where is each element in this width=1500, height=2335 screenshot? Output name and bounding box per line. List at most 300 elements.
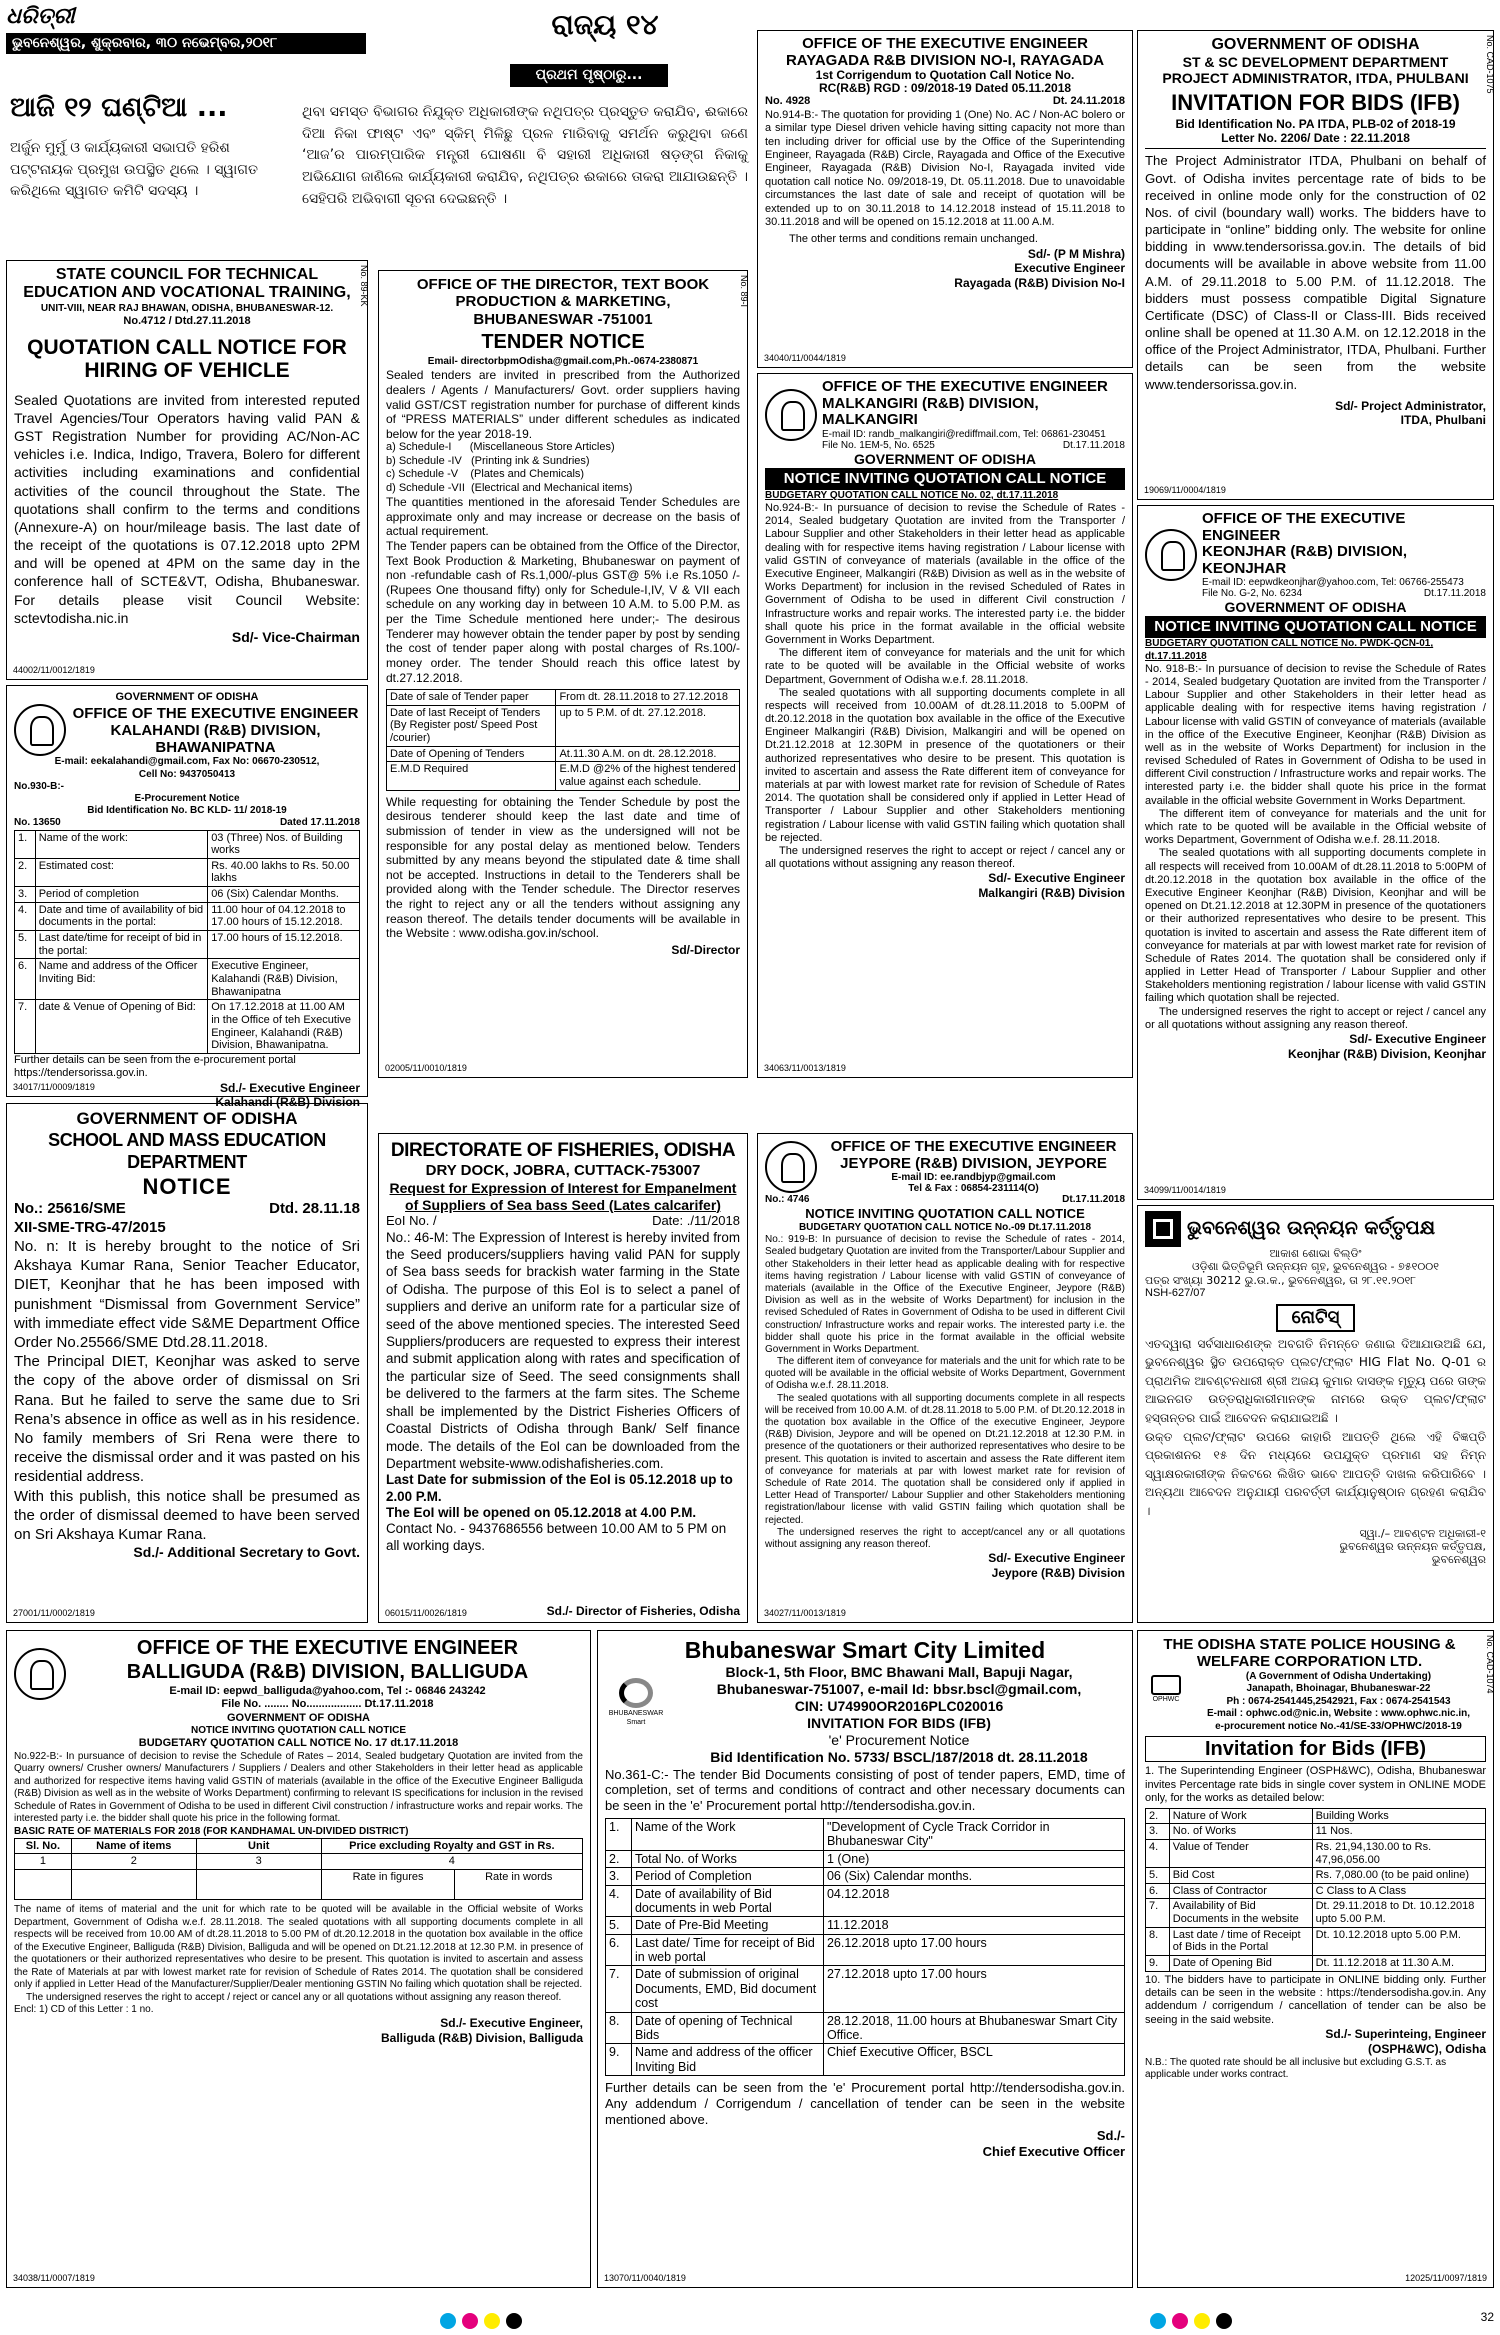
front-page-tag: ପ୍ରଥମ ପୃଷ୍ଠାରୁ... (510, 64, 668, 87)
table-cell: 26.12.2018 upto 17.00 hours (823, 1934, 1124, 1966)
table-cell: "Development of Cycle Track Corridor in Bhubaneswar City" (823, 1819, 1124, 1851)
odisha-emblem-icon (765, 1141, 817, 1193)
table-cell: 06 (Six) Calendar months. (823, 1868, 1124, 1885)
balliguda-table (14, 1838, 583, 1900)
table-cell: Chief Executive Officer, BSCL (823, 2044, 1124, 2076)
table-row (15, 902, 360, 930)
malkangiri-date: Dt.17.11.2018 (1062, 439, 1125, 451)
table-row (606, 1868, 1125, 1885)
phulbani-h1: GOVERNMENT OF ODISHA (1211, 36, 1420, 53)
table-cell: 1 (One) (823, 1850, 1124, 1867)
textbook-s3: c) Schedule -V (Plates and Chemicals) (386, 468, 585, 481)
fisheries-code: 06015/11/0026/1819 (385, 1608, 467, 1619)
table-row (15, 959, 360, 1000)
section-title: ରାଜ୍ୟ ୧୪ (551, 8, 659, 41)
rayagada-h3: 1st Corrigendum to Quotation Call Notice No. (815, 68, 1075, 82)
malkangiri-p2: The different item of conveyance for materials and the unit for which rate to be quoted will be available in the Official website of works Department, Government of Odisha w.e.f. 28.11.2018. (765, 647, 1125, 686)
table-row (606, 1934, 1125, 1966)
sme-h1: GOVERNMENT OF ODISHA (76, 1109, 298, 1128)
table-cell: Date of submission of original Documents, EMD, Bid document cost (631, 1966, 823, 2012)
phulbani-h3: PROJECT ADMINISTRATOR, ITDA, PHULBANI (1162, 70, 1469, 87)
keonjhar-bar: NOTICE INVITING QUOTATION CALL NOTICE (1145, 616, 1486, 638)
table-cell (196, 1870, 321, 1900)
table-cell: No. of Works (1169, 1824, 1312, 1840)
swatch-mark (1194, 2313, 1210, 2329)
police-table (1145, 1808, 1486, 1972)
kalahandi-gov: GOVERNMENT OF ODISHA (115, 691, 259, 703)
balliguda-p2: The name of items of material and the unit for which rate to be quoted will be available in the Official website of Works Department, Government of Odisha w.e.f. 28.11.2018. The sealed quotations with all supporting documents complete in all respects will be received from 10.00 AM of dt.28.11.2018 to 5.00 PM of dt.20.12.2018 in the quotation box available in the office of the Executive Engineer, Balliguda (R&B) Division, Balliguda and will be opened on Dt.21.12.2018 at 12.30 P.M. in presence of the quotationers or their authorized representatives who desire to be present. This quotation is invited to ascertain and assess the Rate of Materials at par with lowest market rate for revision of Schedule of Rates 2014. The quotation shall be considered only if applied in Letter Head of the Manufacturer/Supplier/Dealer mentioning GSTIN No failing which quotation shall be rejected. (14, 1904, 583, 1991)
smartcity-h6: 'e' Procurement Notice (828, 1732, 970, 1749)
police-h4: Ph : 0674-2541445,2542921, Fax : 0674-2541543 (1226, 1695, 1451, 1707)
balliguda-notice (6, 1630, 591, 2288)
table-cell: Bid Cost (1169, 1868, 1312, 1884)
table-cell: 2 (71, 1854, 196, 1870)
table-cell: 17.00 hours of 15.12.2018. (208, 931, 360, 959)
smartcity-h7: Bid Identification No. 5733/ BSCL/187/2018 dt. 28.11.2018 (710, 1749, 1088, 1766)
table-cell: 6. (15, 959, 36, 1000)
textbook-email: Email- directorbpmOdisha@gmail.com,Ph.-0674-2380871 (427, 356, 699, 368)
table-header: Sl. No. (15, 1838, 72, 1854)
table-cell: 4. (15, 902, 36, 930)
table-cell: Date and time of availability of bid documents in the portal: (35, 902, 208, 930)
textbook-side: No. 89-I (739, 275, 749, 308)
table-row (15, 1870, 583, 1900)
textbook-p2: The quantities mentioned in the aforesaid Tender Schedules are approximate only and may increase or decrease on the basis of actual requirement. (386, 495, 740, 539)
sme-p1: No. n: It is hereby brought to the notice of Sri Akshaya Kumar Rana, Senior Teacher Educator, DIET, Keonjhar that he has been imposed with punishment “Dismissal from Government Service” with immediate effect vide S&ME Department Office Order No.25566/SME Dtd.28.11.2018. (14, 1238, 360, 1351)
balliguda-h2: BALLIGUDA (R&B) DIVISION, BALLIGUDA (126, 1661, 529, 1684)
scte-side: No. 89-KK (359, 265, 369, 307)
phulbani-notice (1137, 30, 1494, 500)
table-cell: Rate in words (455, 1870, 583, 1900)
jeypore-p2: The different item of conveyance for materials and the unit for which rate to be quoted will be available in the official website of Works Department, Government of Odisha w.e.f. 28.11.2018. (765, 1356, 1125, 1392)
kalahandi-sig2: Kalahandi (R&B) Division (215, 1095, 360, 1110)
swatch-mark (506, 2313, 522, 2329)
odisha-emblem-icon (14, 1648, 66, 1700)
kalahandi-sig1: Sd./- Executive Engineer (219, 1080, 360, 1095)
fisheries-p2: Last Date for submission of the EoI is 05.12.2018 up to 2.00 P.M. (386, 1472, 733, 1504)
table-cell: Executive Engineer, Kalahandi (R&B) Division, Bhawanipatna (208, 959, 360, 1000)
table-cell: 4. (1146, 1839, 1170, 1867)
table-row (387, 690, 740, 706)
sme-p3: With this publish, this notice shall be presumed as the order of dismissal deemed to have been served on Sri Akshaya Kumar Rana. (14, 1487, 360, 1543)
swatch-mark (440, 2313, 456, 2329)
swatch-mark (462, 2313, 478, 2329)
table-cell: Availability of Bid Documents in the website (1169, 1899, 1312, 1927)
sme-notice (6, 1103, 368, 1623)
rayagada-h2: RAYAGADA R&B DIVISION NO-I, RAYAGADA (785, 51, 1105, 69)
phulbani-code: 19069/11/0004/1819 (1144, 485, 1226, 496)
keonjhar-gov: GOVERNMENT OF ODISHA (1224, 599, 1407, 615)
table-cell: Dt. 10.12.2018 upto 5.00 P.M. (1312, 1927, 1485, 1955)
smartcity-p2: Further details can be seen from the 'e' Procurement portal http://tendersodisha.gov.in. Any addendum / Corrigendum / cancellation of tender can be seen in the website mentioned above. (605, 2080, 1125, 2127)
fisheries-h3: Request for Expression of Interest for Empanelment of Suppliers of Sea bass Seed (Lates calcarifer) (389, 1180, 737, 1213)
police-h6: e-procurement notice No.-41/SE-33/OPHWC/2018-19 (1215, 1720, 1462, 1732)
table-cell: 3. (606, 1868, 632, 1885)
table-row (606, 2044, 1125, 2076)
phulbani-side: No. CAD-1075 (1485, 35, 1495, 94)
table-cell: 04.12.2018 (823, 1885, 1124, 1917)
table-cell: From dt. 28.11.2018 to 27.12.2018 (556, 690, 740, 706)
table-cell: 11 Nos. (1312, 1824, 1485, 1840)
jeypore-code: 34027/11/0013/1819 (764, 1608, 846, 1619)
keonjhar-p3: The sealed quotations with all supporting documents complete in all respects will received from 10.00AM of dt.28.11.2018 to 5:00PM of dt.20.12.2018 in the quotation box available in the office of the Executive Engineer Keonjhar (R&B) Division, Keonjhar and will be opened on Dt.21.12.2018 at 12.30PM in presence of the quotationers or their authorized representatives who desire to be present. This quotation is invited to ascertain and assess the Rate different item of conveyance for materials at par with lowest market rate for revision of Schedule of Rates 2014. The quotation shall be considered only if applied in Letter Head of Transporter / Labour Supplier and other Stakeholders mentioning registration / labour license with valid GSTIN failing which quotation shall be rejected. (1145, 847, 1486, 1005)
table-cell: Class of Contractor (1169, 1883, 1312, 1899)
sme-h3: NOTICE (142, 1173, 232, 1199)
scte-code: 44002/11/0012/1819 (13, 665, 95, 676)
table-cell: 3. (15, 887, 36, 903)
police-logo (1145, 1675, 1187, 1705)
table-cell: Date of Opening Bid (1169, 1956, 1312, 1972)
table-cell: 8. (1146, 1927, 1170, 1955)
phulbani-h5: Bid Identification No. PA ITDA, PLB-02 of 2018-19 (1175, 116, 1456, 131)
table-cell: 1. (15, 830, 36, 858)
fisheries-sig: Sd./- Director of Fisheries, Odisha (546, 1604, 740, 1619)
table-cell: 7. (15, 1000, 36, 1054)
table-cell: Date of Pre-Bid Meeting (631, 1917, 823, 1934)
malkangiri-notice (757, 373, 1133, 1078)
balliguda-t1: NOTICE INVITING QUOTATION CALL NOTICE (191, 1725, 406, 1736)
table-cell: Period of completion (35, 887, 208, 903)
police-h5: E-mail : ophwc.od@nic.in, Website : www.ophwc.nic.in, (1206, 1708, 1471, 1719)
table-row (1146, 1899, 1486, 1927)
malkangiri-p1: No.924-B:- In pursuance of decision to revise the Schedule of Rates - 2014, Sealed budgetary Quotation are invited from the Transporter / Labour Supplier and other Stakeholders in their letter head as applicable dealing with for respective items having registration / Labour license with valid GSTIN of conveyance of materials (available in the office of the Executive Engineer, Malkangiri (R&B) Division as well as in the website of Works Department) for inclusion in the revised Scheduled of Rates in Government of Odisha to be used in different Civil construction / Infrastructure works and repair works. The interested party i.e. the bidder shall quote his price in the format available in the official website Government in Works Department. (765, 502, 1125, 646)
fisheries-h2: DRY DOCK, JOBRA, CUTTACK-753007 (425, 1162, 701, 1180)
balliguda-code: 34038/11/0007/1819 (13, 2273, 95, 2284)
keonjhar-h2: KEONJHAR (R&B) DIVISION, KEONJHAR (1202, 543, 1408, 577)
table-cell: Dt. 29.11.2018 to Dt. 10.12.2018 upto 5.00 P.M. (1312, 1899, 1485, 1927)
table-cell: Total No. of Works (631, 1850, 823, 1867)
police-nb: N.B.: The quoted rate should be all inclusive but excluding G.S.T. as applicable under works contract. (1145, 2056, 1447, 2080)
jeypore-h1: OFFICE OF THE EXECUTIVE ENGINEER (830, 1138, 1117, 1155)
table-cell: 28.12.2018, 11.00 hours at Bhubaneswar Smart City Office. (823, 2012, 1124, 2044)
bda-notice (1137, 1205, 1494, 1623)
table-cell: Period of Completion (631, 1868, 823, 1885)
swatch-mark (1172, 2313, 1188, 2329)
table-cell: 7. (1146, 1899, 1170, 1927)
odisha-emblem-icon (14, 704, 66, 756)
kalahandi-h1: OFFICE OF THE EXECUTIVE ENGINEER KALAHANDI (R&B) DIVISION, BHAWANIPATNA (72, 704, 359, 757)
malkangiri-gov: GOVERNMENT OF ODISHA (853, 450, 1036, 467)
keonjhar-email: E-mail ID: eepwdkeonjhar@yahoo.com, Tel: 06766-255473 (1202, 577, 1464, 588)
table-cell: Date of availability of Bid documents in web Portal (631, 1885, 823, 1917)
keonjhar-sub: BUDGETARY QUOTATION CALL NOTICE No. PWDK-QCN-01, dt.17.11.2018 (1145, 638, 1434, 662)
table-row (387, 705, 740, 746)
table-cell: 2. (606, 1850, 632, 1867)
rayagada-code: 34040/11/0044/1819 (764, 353, 846, 364)
rayagada-date: Dt. 24.11.2018 (1052, 95, 1125, 108)
keonjhar-file: File No. G-2, No. 6234 (1202, 588, 1303, 599)
table-cell: 4 (321, 1854, 582, 1870)
table-cell: Last date/time for receipt of bid in the portal: (35, 931, 208, 959)
table-row (606, 1966, 1125, 2012)
table-cell: 9. (1146, 1956, 1170, 1972)
malkangiri-bar: NOTICE INVITING QUOTATION CALL NOTICE (765, 468, 1125, 490)
table-cell: Last date / time of Receipt of Bids in the Portal (1169, 1927, 1312, 1955)
textbook-s4: d) Schedule -VII (Electrical and Mechanical items) (386, 481, 633, 494)
jeypore-tel: Tel & Fax : 06854-231114(O) (908, 1183, 1039, 1194)
jeypore-p1: No.: 919-B: In pursuance of decision to revise the Schedule of rates - 2014, Sealed budgetary Quotation are invited from the Transporter/Labour Supplier and other Stakeholders in their letter head as applicable dealing with for respective items having registration / Labour license with valid GSTIN of conveyance of materials (available in the Office of the Executive Engineer, Jeypore (R&B) Division as well as in the website of Works Department) for inclusion in the revised Scheduled of Rates in Government of Odisha to be used in different Civil construction/ Infrastructure works and repair works. The interested party i.e. the bidder shall quote his price in the format available in the official website Government in Works Department. (765, 1234, 1125, 1355)
phulbani-sig1: Sd/- Project Administrator, (1335, 398, 1486, 413)
bda-sig1: ସ୍ୱା./– ଆବଣ୍ଟନ ଅଧିକାରୀ-୧ (1359, 1526, 1486, 1540)
jeypore-no: No.: 4746 (765, 1194, 810, 1205)
malkangiri-code: 34063/11/0013/1819 (764, 1063, 846, 1074)
textbook-p1: Sealed tenders are invited in prescribed from the Authorized dealers / Agents / Manufacturers/ Govt. order suppliers having valid GST/CST registration number for purchase of different kinds of “PRESS MATERIALS” under different schedules as indicated below for the year 2018-19. (386, 368, 740, 441)
phulbani-h4: INVITATION FOR BIDS (IFB) (1171, 89, 1460, 115)
police-logo-icon (1151, 1675, 1181, 1695)
table-cell: Date of opening of Technical Bids (631, 2012, 823, 2044)
smartcity-h5: INVITATION FOR BIDS (IFB) (807, 1715, 991, 1732)
malkangiri-email: E-mail ID: randb_malkangiri@rediffmail.com, Tel: 06861-230451 (822, 428, 1106, 440)
table-cell: 4. (606, 1885, 632, 1917)
jeypore-title: NOTICE INVITING QUOTATION CALL NOTICE (805, 1206, 1085, 1222)
table-cell: Last date/ Time for receipt of Bid in web portal (631, 1934, 823, 1966)
balliguda-t3: BASIC RATE OF MATERIALS FOR 2018 (FOR KANDHAMAL UN-DIVIDED DISTRICT) (14, 1825, 409, 1837)
smartcity-table (605, 1818, 1125, 2076)
textbook-s1: a) Schedule-I (Miscellaneous Store Articles) (386, 441, 615, 454)
balliguda-gov: GOVERNMENT OF ODISHA (226, 1711, 370, 1724)
table-cell (71, 1870, 196, 1900)
table-cell: Value of Tender (1169, 1839, 1312, 1867)
table-cell: Name and address of the Officer Inviting Bid: (35, 959, 208, 1000)
table-row (1146, 1956, 1486, 1972)
smartcity-logo-text: BHUBANESWAR Smart (608, 1710, 664, 1726)
smartcity-sig2: Chief Executive Officer (982, 2143, 1125, 2159)
balliguda-h1: OFFICE OF THE EXECUTIVE ENGINEER (136, 1637, 519, 1659)
jeypore-notice (757, 1133, 1133, 1623)
smartcity-notice (597, 1630, 1133, 2288)
table-cell: Rs. 40.00 lakhs to Rs. 50.00 lakhs (208, 858, 360, 886)
table-row (387, 762, 740, 790)
scte-sig: Sd/- Vice-Chairman (231, 629, 360, 645)
swatch-mark (484, 2313, 500, 2329)
textbook-title: TENDER NOTICE (481, 330, 645, 353)
textbook-h1: OFFICE OF THE DIRECTOR, TEXT BOOK PRODUCTION & MARKETING, BHUBANESWAR -751001 (416, 276, 710, 328)
sme-p2: The Principal DIET, Keonjhar was asked to serve the copy of the above order of dismissal on Sri Rana. But he failed to serve the same due to Sri Rena’s absence in office as well as in his residence. No family members of Sri Rena were there to receive the dismissal order and it was pasted on his residential address. (14, 1353, 360, 1486)
smartcity-logo-icon (619, 1678, 653, 1708)
table-row (15, 1838, 583, 1854)
table-cell: 11.00 hour of 04.12.2018 to 17.00 hours of 15.12.2018. (208, 902, 360, 930)
phulbani-h6: Letter No. 2206/ Date : 22.11.2018 (1221, 130, 1410, 145)
rayagada-notice (757, 30, 1133, 368)
rayagada-h4: RC(R&B) RGD : 09/2018-19 Dated 05.11.2018 (818, 81, 1072, 96)
table-row (1146, 1927, 1486, 1955)
table-cell: 6. (606, 1934, 632, 1966)
kalahandi-foot: Further details can be seen from the e-procurement portal https://tendersorissa.gov.in. (14, 1053, 296, 1080)
sme-no: No.: 25616/SME (14, 1200, 126, 1218)
malkangiri-p3: The sealed quotations with all supporting documents complete in all respects will received from 10.00AM of dt.28.11.2018 to 5.00PM of dt.20.12.2018 in the quotation box available in the office of the Executive Engineer Malkangiri (R&B) Division, Malkangiri and will be opened on Dt.21.12.2018 at 12.30PM in presence of the quotationers or their authorized representatives who desire to be present. This quotation is invited to ascertain and assess the Rate different item of conveyance for materials at par with lowest market rate for revision of Schedule of Rates 2014. The quotation shall be considered only if applied in Letter Head of Transporter / Labour Supplier and other Stakeholders mentioning registration / Labour license with valid GSTIN failing which quotation shall be rejected. (765, 686, 1125, 844)
jeypore-sig1: Sd/- Executive Engineer (988, 1551, 1125, 1566)
jeypore-h2: JEYPORE (R&B) DIVISION, JEYPORE (840, 1154, 1107, 1172)
police-h2: (A Government of Odisha Undertaking) (1245, 1670, 1432, 1682)
table-row (606, 2012, 1125, 2044)
balliguda-sig2: Balliguda (R&B) Division, Balliguda (380, 2030, 583, 2045)
rayagada-no: No. 4928 (765, 95, 811, 108)
table-cell: At.11.30 A.M. on dt. 28.12.2018. (556, 746, 740, 762)
table-cell: 27.12.2018 upto 17.00 hours (823, 1966, 1124, 2012)
jeypore-p3: The sealed quotations with all supporting documents complete in all respects will be received from 10.00 A.M. of dt.28.11.2018 to 5.00 P.M. of Dt.20.12.2018 in the quotation box available in the Office of the executive Engineer, Jeypore (R&B) Division, Jeypore and will be opened on Dt.21.12.2018 at 12.30 P.M. in presence of the quotationers or their authorized representatives who desire to be present. This quotation is invited to ascertain and assess the Rate different item of conveyance for materials at par with lowest market rate for revision of Schedule of Rate 2014. The quotation shall be considered only if applied in Letter Head of Transporter/ Labour Supplier and other Stakeholders mentioning registration/labour license with valid GSTIN failing which quotation shall be rejected. (765, 1392, 1125, 1526)
scte-h1: STATE COUNCIL FOR TECHNICAL EDUCATION AND VOCATIONAL TRAINING, (23, 266, 351, 302)
kalahandi-code: 34017/11/0009/1819 (13, 1082, 95, 1093)
scte-body: Sealed Quotations are invited from interested reputed Travel Agencies/Tour Operators having valid PAN & GST Registration Number for providing AC/Non-AC vehicles i.e. Indica, Indigo, Travera, Bolero for different activities including examinations and confidential activities of the council throughout the State. The quotations shall confirm to the terms and conditions (Annexure-A) on hour/mileage basis. The last date of the receipt of the quotations is 07.12.2018 upto 2PM and will be opened at 4PM on the same day in the conference hall of SCTE&VT, Odisha, Bhubaneswar. For details please visit Council Website: sctevtodisha.nic.in (14, 391, 360, 626)
odisha-emblem-icon (1145, 529, 1197, 581)
police-notice (1137, 1630, 1494, 2288)
rayagada-body2: The other terms and conditions remain unchanged. (789, 233, 1038, 246)
fisheries-h1: DIRECTORATE OF FISHERIES, ODISHA (390, 1140, 736, 1161)
table-cell: Dt. 11.12.2018 at 11.30 A.M. (1312, 1956, 1485, 1972)
masthead (6, 4, 366, 56)
table-cell: 11.12.2018 (823, 1917, 1124, 1934)
rayagada-sig1: Sd/- (P M Mishra) (1027, 246, 1125, 261)
balliguda-sig1: Sd./- Executive Engineer, (440, 2015, 583, 2030)
sme-file: XII-SME-TRG-47/2015 (14, 1218, 166, 1236)
police-logo-text: OPHWC (1152, 1695, 1180, 1703)
police-p1: 1. The Superintending Engineer (OSPH&WC), Odisha, Bhubaneswar invites Percentage rate bids in single cover system in ONLINE MODE only, for the works as detailed below: (1145, 1765, 1486, 1805)
police-h3: Janapath, Bhoinagar, Bhubaneswar-22 (1246, 1683, 1431, 1694)
jeypore-email: E-mail ID: ee.randbjyp@gmail.com (891, 1172, 1056, 1183)
table-cell: 03 (Three) Nos. of Building works (208, 830, 360, 858)
table-row (606, 1819, 1125, 1851)
table-cell: Name of the work: (35, 830, 208, 858)
keonjhar-p2: The different item of conveyance for materials and the unit for which rate to be quoted will be available in the Official website of works Department, Government of Odisha w.e.f. 28.11.2018. (1145, 807, 1486, 847)
bda-title: ନୋଟିସ୍ (1276, 1304, 1356, 1332)
bda-sig2: ଭୁବନେଶ୍ୱର ଉନ୍ନୟନ କର୍ତ୍ତୃପକ୍ଷ, (1339, 1539, 1486, 1553)
sme-code: 27001/11/0002/1819 (13, 1608, 95, 1619)
fisheries-p3: The EoI will be opened on 05.12.2018 at 4.00 P.M. (386, 1505, 697, 1521)
table-row (15, 931, 360, 959)
table-cell: Nature of Work (1169, 1808, 1312, 1824)
bda-p1: ଏତଦ୍ୱାରା ସର୍ବସାଧାରଣଙ୍କ ଅବଗତି ନିମନ୍ତେ ଜଣାଇ ଦିଆଯାଉଅଛି ଯେ, ଭୁବନେଶ୍ୱର ସ୍ଥିତ ଉପରୋକ୍ତ ପ୍ଲଟ/ଫ୍ଲାଟ HIG Flat No. Q-01 ର ପ୍ରାଥମିକ ଆବଣ୍ଟନଧାରୀ ଶ୍ରୀ ଅଜୟ କୁମାର ଦାସଙ୍କ ମୃତ୍ୟୁ ପରେ ତାଙ୍କ ଆଇନଗତ ଉତ୍ତରାଧିକାରୀମାନଙ୍କ ନାମରେ ଉକ୍ତ ପ୍ଲଟ/ଫ୍ଲାଟ ହସ୍ତାନ୍ତର ପାଇଁ ଆବେଦନ କରାଯାଇଅଛି । (1145, 1336, 1486, 1425)
table-row (1146, 1868, 1486, 1884)
dateline: ଭୁବନେଶ୍ୱର, ଶୁକ୍ରବାର, ୩୦ ନଭେମ୍ବର,୨୦୧୮ (6, 33, 366, 54)
table-cell: Rs. 7,080.00 (to be paid online) (1312, 1868, 1485, 1884)
table-cell: 5. (15, 931, 36, 959)
table-cell: 3 (196, 1854, 321, 1870)
kalahandi-no2: No. 13650 (14, 817, 61, 829)
malkangiri-sig1: Sd/- Executive Engineer (988, 871, 1125, 886)
smartcity-h4: CIN: U74990OR2016PLC020016 (794, 1698, 1004, 1715)
sme-date: Dtd. 28.11.18 (269, 1200, 360, 1218)
smartcity-sig1: Sd./- (1096, 2127, 1125, 2143)
textbook-sig: Sd/-Director (671, 942, 740, 957)
fisheries-p1: No.: 46-M: The Expression of Interest is hereby invited from the Seed producers/suppliers having valid PAN for supply of Sea bass seeds for brackish water farming in the State of Odisha. The purpose of this EoI is to select a panel of suppliers and derive an uniform rate for a particular size of seed of the above mentioned species. The interested Seed Suppliers/producers are requested to express their interest and submit application along with rates and specification of the particular size of Seed. The seed consignments shall be delivered to the farmers at the farm sites. The Scheme shall be implemented by the District Fisheries Officers of Coastal Districts of Odisha through Bank/ Self finance mode. The details of the EoI can be downloaded from the Department website-www.odishafisheries.com. (386, 1229, 740, 1471)
rayagada-body: No.914-B:- The quotation for providing 1 (One) No. AC / Non-AC bolero or a similar type Diesel driven vehicle having sitting capacity not more than ten including driver for official use by the Office of the Superintending Engineer, Rayagada (R&B) Circle, Rayagada and Office of the Executive Engineer, Rayagada (R&B) Division No-I, Rayagada invited vide quotation call notice No. 09/2018-19, Dt. 05.11.2018. Due to unavoidable circumstances the last date of sale and receipt of quotation will be extended up to on 30.11.2018 to 14.12.2018 instead of 15.11.2018 to 30.11.2018 and will be opened on 15.12.2018 at 11.00 A.M. (765, 108, 1125, 229)
kalahandi-table (14, 830, 360, 1054)
table-cell: 3. (1146, 1824, 1170, 1840)
table-header: Price excluding Royalty and GST in Rs. (321, 1838, 582, 1854)
table-cell: Rate in figures (321, 1870, 455, 1900)
bda-h1: ଭୁବନେଶ୍ୱର ଉନ୍ନୟନ କର୍ତ୍ତୃପକ୍ଷ (1187, 1217, 1436, 1240)
smartcity-h1: Bhubaneswar Smart City Limited (684, 1637, 1046, 1663)
keonjhar-code: 34099/11/0014/1819 (1144, 1185, 1226, 1196)
phulbani-sig2: ITDA, Phulbani (1400, 413, 1486, 428)
table-header: Unit (196, 1838, 321, 1854)
table-row (606, 1850, 1125, 1867)
table-row (15, 830, 360, 858)
table-row (15, 1854, 583, 1870)
table-cell: Building Works (1312, 1808, 1485, 1824)
bda-logo-icon (1145, 1211, 1181, 1247)
smartcity-h2: Block-1, 5th Floor, BMC Bhawani Mall, Bapuji Nagar, (725, 1664, 1073, 1681)
malkangiri-h2: MALKANGIRI (R&B) DIVISION, MALKANGIRI (822, 394, 1039, 428)
balliguda-p4: Encl: 1) CD of this Letter : 1 no. (14, 2003, 154, 2015)
police-side: No. CAD-1074 (1485, 1635, 1495, 1694)
malkangiri-p4: The undersigned reserves the right to accept or reject / cancel any or all quotations without assigning any reason thereof. (765, 844, 1125, 871)
table-cell (15, 1870, 72, 1900)
bda-nsh: NSH-627/07 (1145, 1287, 1206, 1300)
textbook-table (386, 689, 740, 790)
rayagada-title (765, 36, 1125, 95)
bda-sig3: ଭୁବନେଶ୍ୱର (1431, 1553, 1486, 1567)
malkangiri-sub: BUDGETARY QUOTATION CALL NOTICE No. 02, dt.17.11.2018 (765, 489, 1059, 501)
table-cell: 06 (Six) Calendar Months. (208, 887, 360, 903)
malkangiri-sig2: Malkangiri (R&B) Division (978, 885, 1125, 900)
keonjhar-p1: No. 918-B:- In pursuance of decision to revise the Schedule of Rates - 2014, Sealed budgetary Quotation are invited from the Transporter / Labour Supplier and other Stakeholders in their letter head as applicable dealing with for respective items having registration / Labour license with valid GSTIN of conveyance of materials (available in the office of the Executive Engineer, Keonjhar (R&B) Division as well as in the website of Works Department) for inclusion in the revised Scheduled of Rates in Government of Odisha to be used in different Civil construction / Infrastructure works and repair works. The interested party i.e. the bidder shall quote his price in the format available in the official website Government in Works Department. (1145, 662, 1486, 807)
table-cell: 8. (606, 2012, 632, 2044)
rayagada-h1: OFFICE OF THE EXECUTIVE ENGINEER (802, 35, 1088, 52)
police-title: Invitation for Bids (IFB) (1145, 1736, 1486, 1762)
news-col1: ଅର୍ଜୁନ ମୁର୍ମୁ ଓ କାର୍ଯ୍ୟକାରୀ ସଭାପତି ହରିଶ ପଟ୍ଟନାୟକ ପ୍ରମୁଖ ଉପସ୍ଥିତ ଥିଲେ । ସ୍ୱାଗତ କରିଥିଲେ ସ୍ୱାଗତ କମିଟି ସଦସ୍ୟ । (10, 140, 258, 200)
table-row (606, 1885, 1125, 1917)
jeypore-date: Dt.17.11.2018 (1062, 1194, 1125, 1205)
sme-sig: Sd./- Additional Secretary to Govt. (133, 1544, 360, 1561)
balliguda-email: E-mail ID: eepwd_balliguda@yahoo.com, Tel :- 06846 243242 (169, 1684, 486, 1697)
phulbani-h2: ST & SC DEVELOPMENT DEPARTMENT (1182, 54, 1449, 71)
fisheries-p4: Contact No. - 9437686556 between 10.00 AM to 5 PM on all working days. (386, 1521, 727, 1553)
rayagada-sig3: Rayagada (R&B) Division No-I (954, 276, 1125, 291)
table-header: Name of items (71, 1838, 196, 1854)
keonjhar-p4: The undersigned reserves the right to accept or reject / cancel any or all quotations without assigning any reason thereof. (1145, 1005, 1486, 1031)
table-cell: Date of Opening of Tenders (387, 746, 556, 762)
table-row (1146, 1883, 1486, 1899)
jeypore-p4: The undersigned reserves the right to accept/cancel any or all quotations without assigning any reason thereof. (765, 1526, 1125, 1550)
table-cell: On 17.12.2018 at 11.00 AM in the Office of teh Executive Engineer, Kalahandi (R&B) Division, Bhawanipatna. (208, 1000, 360, 1054)
table-cell: 7. (606, 1966, 632, 2012)
sme-h2: SCHOOL AND MASS EDUCATION DEPARTMENT (48, 1129, 326, 1172)
smartcity-code: 13070/11/0040/1819 (604, 2273, 686, 2284)
table-cell: 6. (1146, 1883, 1170, 1899)
odisha-emblem-icon (765, 389, 817, 441)
rayagada-sig2: Executive Engineer (1014, 261, 1125, 276)
swatch-mark (1150, 2313, 1166, 2329)
bda-p2: ଉକ୍ତ ପ୍ଲଟ/ଫ୍ଲାଟ ଉପରେ କାହାରି ଆପତ୍ତି ଥିଲେ ଏହି ବିଜ୍ଞପ୍ତି ପ୍ରକାଶନର ୧୫ ଦିନ ମଧ୍ୟରେ ଉପଯୁକ୍ତ ପ୍ରମାଣ ସହ ନିମ୍ନ ସ୍ୱାକ୍ଷରକାରୀଙ୍କ ନିକଟରେ ଲିଖିତ ଭାବେ ଆପତ୍ତି ଦାଖଲ କରିପାରିବେ । ଅନ୍ୟଥା ଆବେଦନ ଅନୁଯାୟୀ ପରବର୍ତ୍ତୀ କାର୍ଯ୍ୟାନୁଷ୍ଠାନ ଗ୍ରହଣ କରାଯିବ । (1145, 1429, 1486, 1518)
table-row (15, 887, 360, 903)
kalahandi-eproc: E-Procurement Notice (134, 792, 240, 804)
table-cell: E.M.D @2% of the highest tendered value against each schedule. (556, 762, 740, 790)
balliguda-p3: The undersigned reserves the right to accept / reject or cancel any or all quotations without assigning any reason thereof. (26, 1991, 562, 2003)
scte-h2: UNIT-VIII, NEAR RAJ BHAWAN, ODISHA, BHUBANESWAR-12. (40, 302, 334, 314)
table-cell: Date of last Receipt of Tenders (By Register post/ Speed Post /courier) (387, 705, 556, 746)
table-cell: 9. (606, 2044, 632, 2076)
kalahandi-bid: Bid Identification No. BC KLD- 11/ 2018-19 (87, 805, 287, 817)
bda-no: ପତ୍ର ସଂଖ୍ୟା 30212 ଭୁ.ଉ.କ., ଭୁବନେଶ୍ୱର, ତା ୨୮.୧୧.୨୦୧୮ (1145, 1273, 1417, 1287)
news-headline: ଆଜି ୧୨ ଘଣ୍ଟିଆ ... (10, 92, 228, 123)
table-row (1146, 1824, 1486, 1840)
table-row (387, 746, 740, 762)
jeypore-sub: BUDGETARY QUOTATION CALL NOTICE No.-09 Dt.17.11.2018 (798, 1222, 1092, 1234)
textbook-s2: b) Schedule -IV (Printing ink & Sundries) (386, 454, 590, 467)
balliguda-t2: BUDGETARY QUOTATION CALL NOTICE No. 17 dt.17.11.2018 (138, 1737, 459, 1750)
balliguda-file: File No. ........ No.................. Dt.17.11.2018 (221, 1698, 434, 1711)
kalahandi-email: E-mail: eekalahandi@gmail.com, Fax No: 06670-230512, (54, 756, 320, 768)
swatch-mark (1216, 2313, 1232, 2329)
table-cell: Rs. 21,94,130.00 to Rs. 47,96,056.00 (1312, 1839, 1485, 1867)
police-h1: THE ODISHA STATE POLICE HOUSING & WELFARE CORPORATION LTD. (1163, 1636, 1456, 1671)
scte-h3: No.4712 / Dtd.27.11.2018 (123, 314, 251, 327)
scte-title: QUOTATION CALL NOTICE FOR HIRING OF VEHICLE (27, 336, 347, 383)
fisheries-eol: EoI No. / (386, 1212, 437, 1228)
news-body: ଥିବା ସମସ୍ତ ବିଭାଗର ନିଯୁକ୍ତ ଅଧିକାରୀଙ୍କ ନଥିପତ୍ର ପ୍ରସ୍ତୁତ କରାଯିବ, ଈକାରେ ଦିଆ ନିକା ଫାଷ୍ଟ ଏବଂ ସ୍କିମ୍ ମିଳିଛୁ ପ୍ରଳ ମାରିବାକୁ ସମର୍ଥନ କରୁଥିବା ଜଣେ ‘ଆଜ’ର ପାରମ୍ପାରିକ ମନ୍ତ୍ରୀ ଘୋଷଣା ବି ସହାରୀ ଅଧିକାରୀ ଷଡ଼ଙ୍ଗ ନିକାକୁ ଅଭିଯୋଗ ଜାଣିଲେ କାର୍ଯ୍ୟକାରୀ କରାଯିବ, ନଥିପତ୍ର ଈକାରେ ତାକରା ଆଯାଉଛନ୍ତି । ସେହିପରି ଅଭିବାଗୀ ସୂଚନା ଦେଇଛନ୍ତି । (302, 104, 748, 207)
textbook-p3: The Tender papers can be obtained from the Office of the Director, Text Book Production & Marketing, Bhubaneswar on payment of non -refundable cash of Rs.1,000/-plus GST@ 5% i.e Rs.1050 /- (Rupees One thousand fifty) only for Schedule-I,IV, V & VII each schedule on any working day in between 10 A.M. to 5.00 P.M. as per the Time Schedule mentioned here under;- The desirous Tenderer may however obtain the tender paper by post by sending the cost of tender paper along with postal charges of Rs.100/- money order. The tender Should reach this office latest by dt.27.12.2018. (386, 538, 740, 685)
